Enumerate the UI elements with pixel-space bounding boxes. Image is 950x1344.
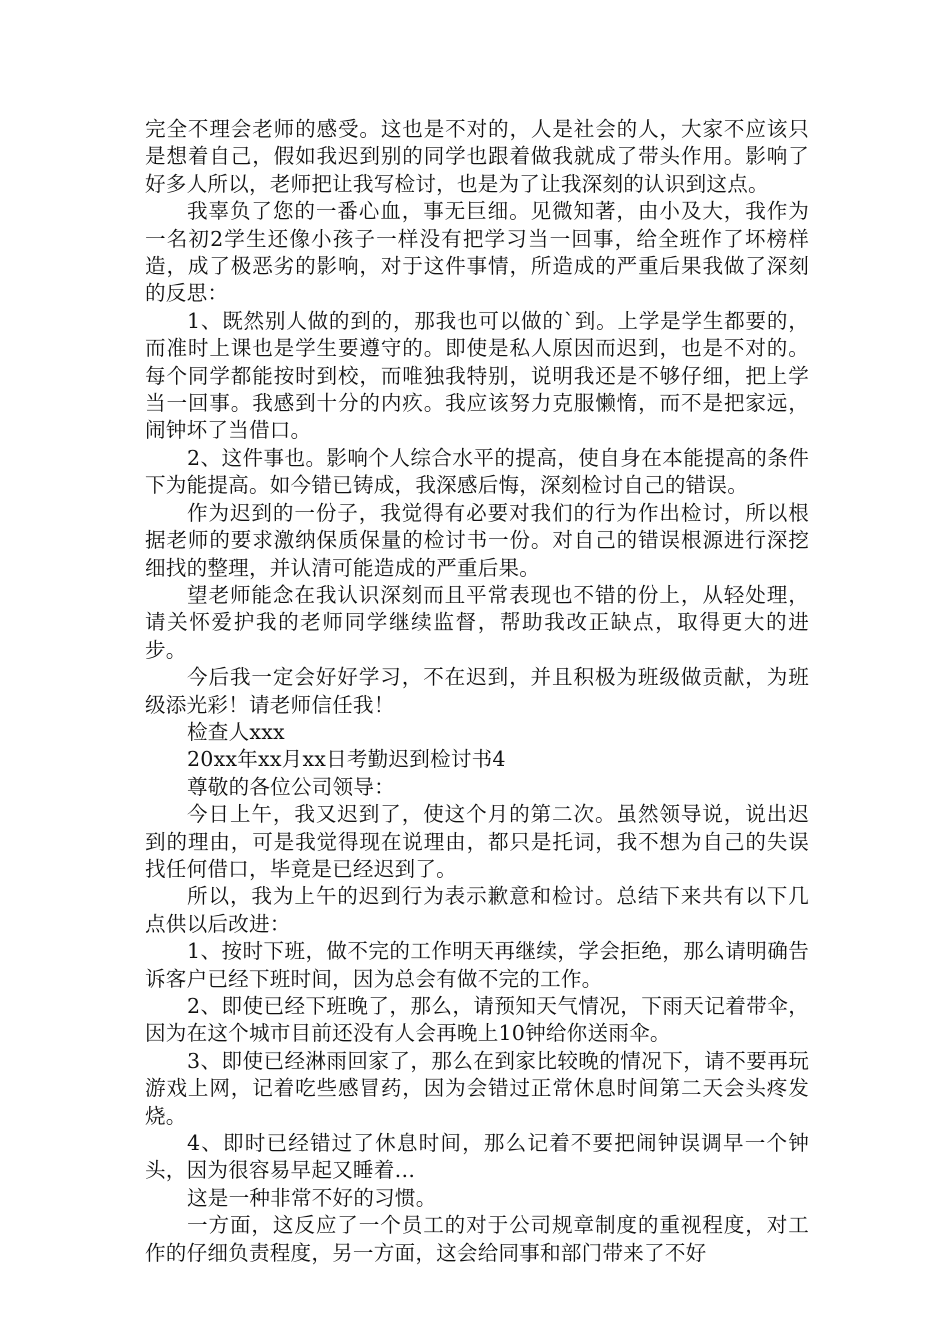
paragraph-1: 完全不理会老师的感受。这也是不对的，人是社会的人，大家不应该只是想着自己，假如我迟到别的同学也跟着做我就成了带头作用。影响了好多人所以，老师把让我写检讨，也是为了让我深刻的认识到这点。 <box>145 117 809 196</box>
paragraph-12: 所以，我为上午的迟到行为表示歉意和检讨。总结下来共有以下几点供以后改进： <box>145 884 809 936</box>
paragraph-4: 2、这件事也。影响个人综合水平的提高，使自身在本能提高的条件下为能提高。如今错已铸成，我深感后悔，深刻检讨自己的错误。 <box>145 445 809 498</box>
document-page <box>145 116 809 1267</box>
paragraph-7: 今后我一定会好好学习，不在迟到，并且积极为班级做贡献，为班级添光彩！请老师信任我！ <box>145 665 809 717</box>
list-item-4: 4、即时已经错过了休息时间，那么记着不要把闹钟误调早一个钟头，因为很容易早起又睡着… <box>145 1131 809 1183</box>
paragraph-3: 1、既然别人做的到的，那我也可以做的`到。上学是学生都要的，而准时上课也是学生要遵守的。即使是私人原因而迟到，也是不对的。每个同学都能按时到校，而唯独我特别，说明我还是不够仔细，把上学当一回事。我感到十分的内疚。我应该努力克服懒惰，而不是把家远，闹钟坏了当借口。 <box>145 308 809 443</box>
salutation: 尊敬的各位公司领导： <box>187 774 395 799</box>
paragraph-17: 这是一种非常不好的习惯。 <box>187 1185 437 1210</box>
paragraph-18: 一方面，这反应了一个员工的对于公司规章制度的重视程度，对工作的仔细负责程度，另一方面，这会给同事和部门带来了不好 <box>145 1213 809 1265</box>
list-item-3: 3、即使已经淋雨回家了，那么在到家比较晚的情况下，请不要再玩游戏上网，记着吃些感冒药，因为会错过正常休息时间第二天会头疼发烧。 <box>145 1048 809 1128</box>
list-item-2: 2、即使已经下班晚了，那么，请预知天气情况，下雨天记着带伞，因为在这个城市目前还没有人会再晚上10钟给你送雨伞。 <box>145 994 809 1046</box>
paragraph-5: 作为迟到的一份子，我觉得有必要对我们的行为作出检讨，所以根据老师的要求激纳保质保量的检讨书一份。对自己的错误根源进行深挖细找的整理，并认清可能造成的严重后果。 <box>145 500 809 580</box>
paragraph-2: 我辜负了您的一番心血，事无巨细。见微知著，由小及大，我作为一名初2学生还像小孩子一样没有把学习当一回事，给全班作了坏榜样造，成了极恶劣的影响，对于这件事情，所造成的严重后果我做了深刻的反思： <box>145 199 809 306</box>
section-title: 20xx年xx月xx日考勤迟到检讨书4 <box>187 747 506 772</box>
paragraph-11: 今日上午，我又迟到了，使这个月的第二次。虽然领导说，说出迟到的理由，可是我觉得现在说理由，都只是托词，我不想为自己的失误找任何借口，毕竟是已经迟到了。 <box>145 802 809 881</box>
list-item-1: 1、按时下班，做不完的工作明天再继续，学会拒绝，那么请明确告诉客户已经下班时间，因为总会有做不完的工作。 <box>145 939 809 991</box>
signature-line: 检查人xxx <box>187 719 285 744</box>
paragraph-6: 望老师能念在我认识深刻而且平常表现也不错的份上，从轻处理，请关怀爱护我的老师同学继续监督，帮助我改正缺点，取得更大的进步。 <box>145 582 809 662</box>
